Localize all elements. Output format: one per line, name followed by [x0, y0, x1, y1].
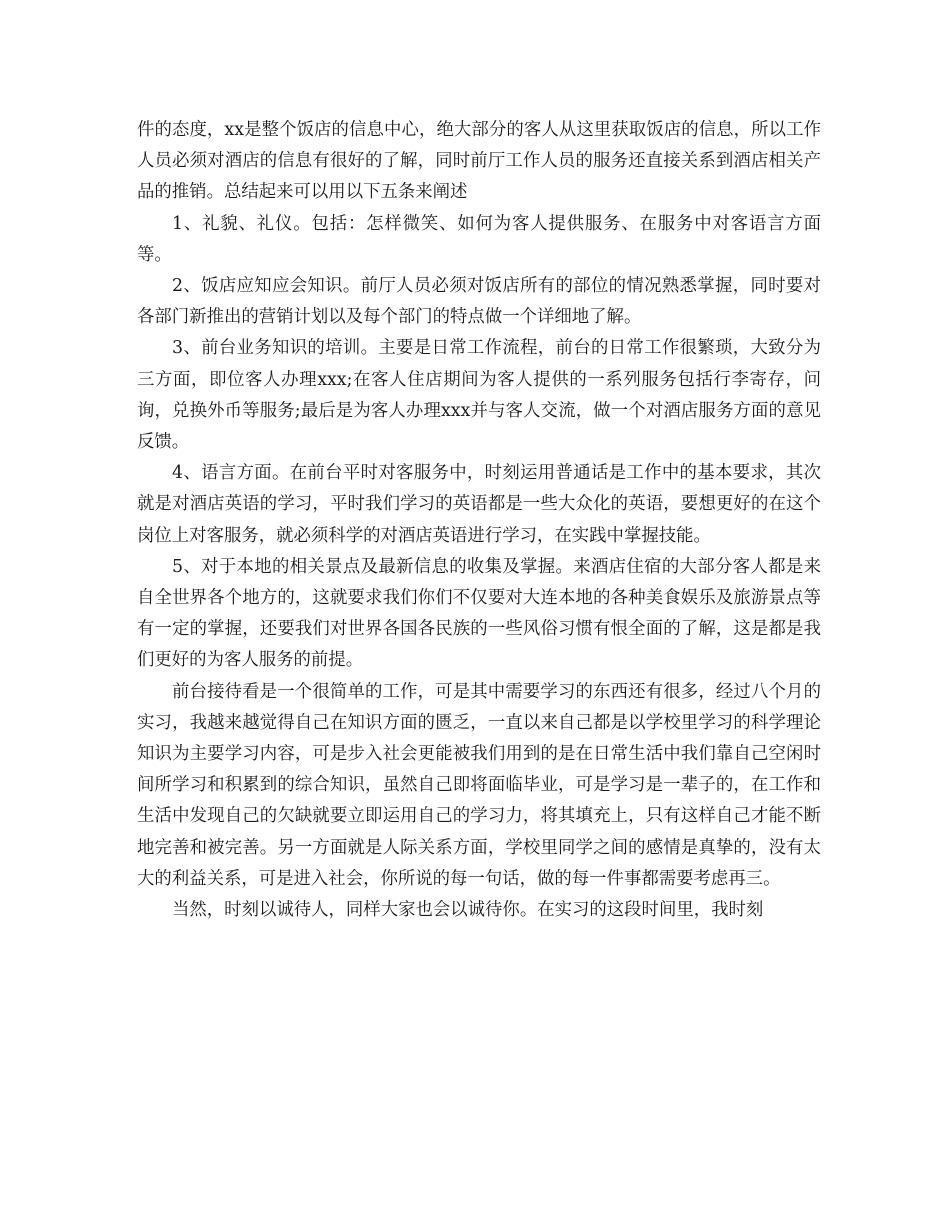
paragraph-item-5: 5、对于本地的相关景点及最新信息的收集及掌握。来酒店住宿的大部分客人都是来自全世界各个地方的，这就要求我们你们不仅要对大连本地的各种美食娱乐及旅游景点等有一定的掌握，还要我们对世界各国各民族的一些风俗习惯有恨全面的了解，这是都是我们更好的为客人服务的前提。: [137, 556, 821, 671]
paragraph-reflection: 前台接待看是一个很简单的工作，可是其中需要学习的东西还有很多，经过八个月的实习，我越来越觉得自己在知识方面的匮乏，一直以来自己都是以学校里学习的科学理论知识为主要学习内容，可是步入社会更能被我们用到的是在日常生活中我们靠自己空闲时间所学习和积累到的综合知识，虽然自己即将面临毕业，可是学习是一辈子的，在工作和生活中发现自己的欠缺就要立即运用自己的学习力，将其填充上，只有这样自己才能不断地完善和被完善。另一方面就是人际关系方面，学校里同学之间的感情是真挚的，没有太大的利益关系，可是进入社会，你所说的每一句话，做的每一件事都需要考虑再三。: [137, 681, 821, 889]
paragraph-item-3: 3、前台业务知识的培训。主要是日常工作流程，前台的日常工作很繁琐，大致分为三方面，即位客人办理xxx;在客人住店期间为客人提供的一系列服务包括行李寄存，问询，兑换外币等服务;最后是为客人办理xxx并与客人交流，做一个对酒店服务方面的意见反馈。: [137, 338, 821, 453]
paragraph-item-2: 2、饭店应知应会知识。前厅人员必须对饭店所有的部位的情况熟悉掌握，同时要对各部门新推出的营销计划以及每个部门的特点做一个详细地了解。: [137, 276, 821, 328]
document-body: [137, 115, 821, 926]
paragraph-intro: 件的态度，xx是整个饭店的信息中心，绝大部分的客人从这里获取饭店的信息，所以工作人员必须对酒店的信息有很好的了解，同时前厅工作人员的服务还直接关系到酒店相关产品的推销。总结起来可以用以下五条来阐述: [137, 120, 821, 203]
paragraph-item-1: 1、礼貌、礼仪。包括：怎样微笑、如何为客人提供服务、在服务中对客语言方面等。: [137, 213, 821, 265]
paragraph-item-4: 4、语言方面。在前台平时对客服务中，时刻运用普通话是工作中的基本要求，其次就是对酒店英语的学习，平时我们学习的英语都是一些大众化的英语，要想更好的在这个岗位上对客服务，就必须科学的对酒店英语进行学习，在实践中掌握技能。: [137, 463, 821, 546]
paragraph-closing: 当然，时刻以诚待人，同样大家也会以诚待你。在实习的这段时间里，我时刻: [172, 900, 764, 921]
